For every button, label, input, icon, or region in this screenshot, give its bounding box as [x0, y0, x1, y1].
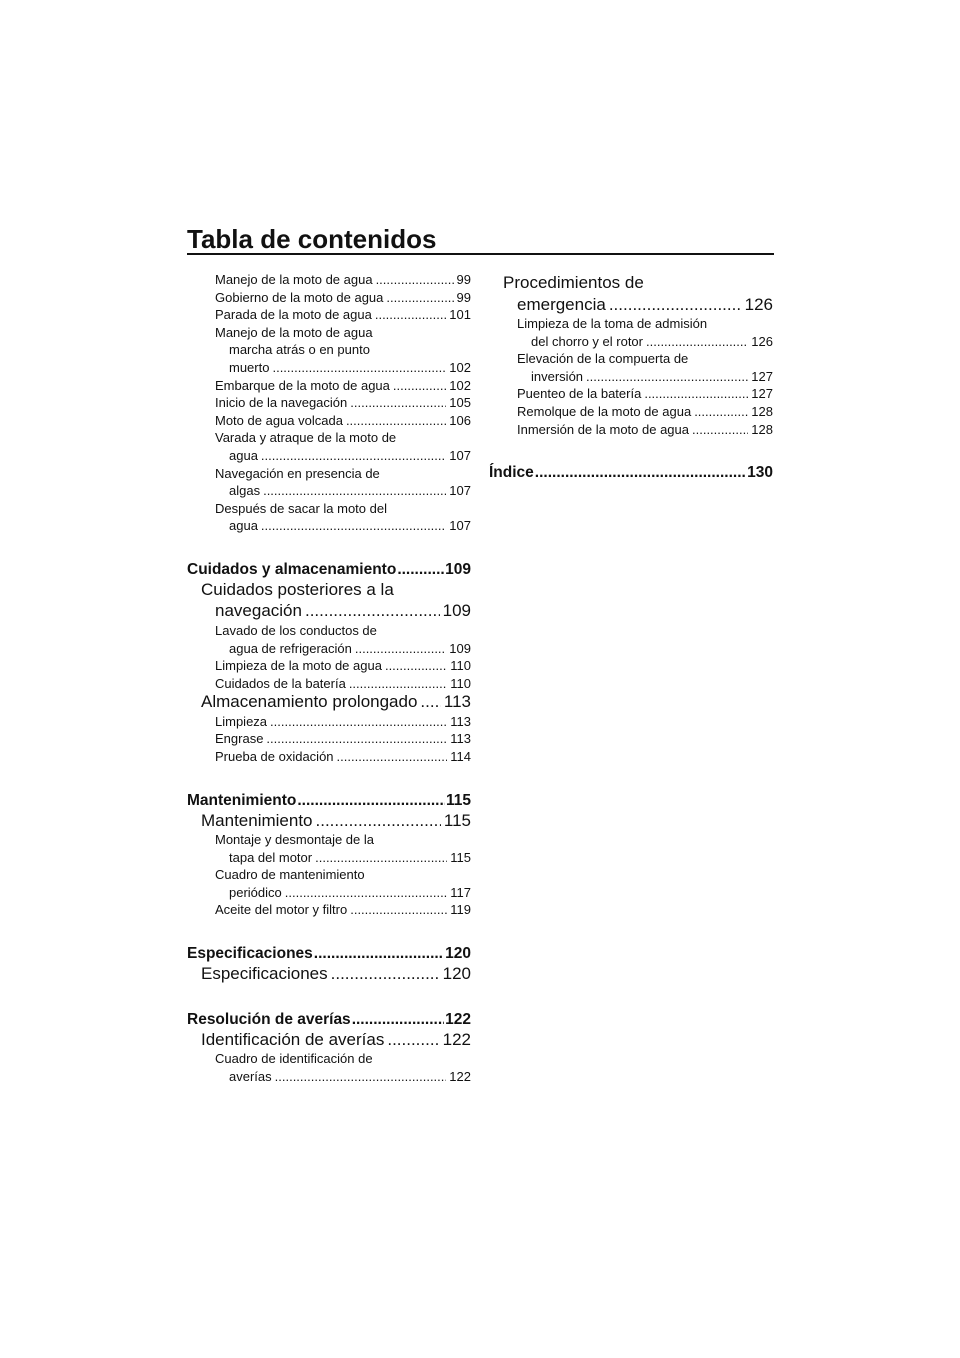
dot-leader [609, 295, 742, 316]
toc-page-number: 120 [445, 945, 471, 963]
toc-entry-line [215, 1068, 471, 1086]
dot-leader [420, 692, 440, 713]
toc-entry-title: Puenteo de la batería [517, 386, 642, 402]
toc-entry-title: muerto [229, 359, 270, 375]
toc-page-number: 102 [449, 377, 471, 393]
toc-section[interactable] [489, 273, 773, 315]
toc-page-number: 113 [450, 713, 471, 729]
toc-chapter[interactable] [187, 790, 471, 811]
toc-entry-text-line: Después de sacar la moto del [215, 500, 387, 516]
dot-leader [297, 790, 445, 811]
toc-entry-title: Remolque de la moto de agua [517, 403, 692, 419]
toc-page-number: 120 [442, 964, 471, 984]
toc-page-number: 107 [449, 447, 471, 463]
toc-page-number: 109 [449, 640, 471, 656]
toc-page-number: 119 [450, 902, 471, 918]
dot-leader [350, 394, 446, 412]
toc-subsection[interactable] [187, 901, 471, 919]
dot-leader [346, 412, 446, 430]
toc-entry-text-line: Varada y atraque de la moto de [215, 430, 397, 446]
toc-entry-text-line: Procedimientos de [503, 273, 644, 292]
toc-subsection[interactable] [489, 403, 773, 421]
toc-subsection[interactable] [187, 622, 471, 657]
toc-entry-line [503, 295, 773, 316]
toc-page-number: 115 [450, 849, 471, 865]
toc-entry-line [187, 559, 471, 580]
toc-subsection[interactable] [187, 730, 471, 748]
toc-entry-title: Embarque de la moto de agua [215, 377, 390, 393]
toc-page-number: 102 [449, 359, 471, 375]
toc-entry-text-line: Cuadro de mantenimiento [215, 867, 365, 883]
toc-subsection[interactable] [187, 465, 471, 500]
toc-entry-title: agua de refrigeración [229, 640, 352, 656]
toc-entry-line [187, 1009, 471, 1030]
dot-leader [376, 271, 454, 289]
dot-leader [375, 306, 446, 324]
toc-subsection[interactable] [187, 675, 471, 693]
toc-entry-line [215, 306, 471, 324]
toc-entry-text-line: Limpieza de la toma de admisión [517, 316, 708, 331]
toc-subsection[interactable] [187, 377, 471, 395]
toc-entry-title: Índice [489, 464, 534, 482]
dot-leader [586, 368, 748, 386]
toc-subsection[interactable] [187, 748, 471, 766]
toc-page-number: 106 [449, 412, 471, 428]
toc-page-number: 113 [443, 692, 471, 712]
toc-chapter[interactable] [187, 559, 471, 580]
toc-entry-line [187, 943, 471, 964]
toc-entry-line [215, 640, 471, 658]
toc-entry-title: Prueba de oxidación [215, 748, 334, 764]
toc-entry-title: Engrase [215, 731, 264, 747]
toc-entry-title: Limpieza [215, 713, 268, 729]
toc-section[interactable] [187, 811, 471, 832]
toc-entry-line [215, 730, 471, 748]
section-gap [187, 919, 471, 943]
toc-subsection[interactable] [187, 324, 471, 377]
toc-entry-line [215, 849, 471, 867]
toc-entry-line [215, 748, 471, 766]
toc-entry-title: navegación [215, 601, 302, 621]
toc-entry-title: Inmersión de la moto de agua [517, 421, 689, 437]
toc-entry-line [215, 901, 471, 919]
dot-leader [285, 884, 448, 902]
toc-section[interactable] [187, 964, 471, 985]
toc-subsection[interactable] [489, 385, 773, 403]
toc-subsection[interactable] [187, 412, 471, 430]
toc-entry-title: Manejo de la moto de agua [215, 272, 373, 287]
toc-left-column [187, 271, 471, 1085]
dot-leader [337, 748, 448, 766]
toc-section[interactable] [187, 1030, 471, 1051]
toc-page-number: 122 [442, 1029, 471, 1049]
toc-page-number: 107 [449, 518, 471, 534]
toc-right-column [489, 273, 773, 483]
dot-leader [305, 601, 440, 622]
toc-entry-text-line: Elevación de la compuerta de [517, 351, 689, 367]
toc-entry-line [517, 368, 773, 386]
dot-leader [644, 385, 748, 403]
toc-entry-text-line: marcha atrás o en punto [229, 342, 370, 358]
toc-page-number: 110 [450, 675, 471, 691]
toc-page-number: 114 [450, 748, 471, 764]
toc-page-number: 113 [450, 731, 471, 747]
toc-entry-line [517, 403, 773, 421]
dot-leader [270, 713, 447, 731]
toc-section[interactable] [187, 580, 471, 622]
toc-section[interactable] [187, 692, 471, 713]
toc-page-number: 128 [751, 403, 773, 419]
dot-leader [535, 462, 746, 483]
toc-entry-line [201, 811, 471, 832]
dot-leader [316, 811, 441, 832]
toc-subsection[interactable] [187, 306, 471, 324]
toc-entry-title: emergencia [517, 294, 606, 314]
toc-entry-line [201, 1030, 471, 1051]
dot-leader [315, 849, 447, 867]
toc-page-number: 126 [751, 333, 773, 349]
toc-entry-title: averías [229, 1068, 272, 1084]
toc-entry-title: inversión [531, 368, 584, 384]
toc-entry-title: Almacenamiento prolongado [201, 692, 418, 712]
section-gap [187, 985, 471, 1009]
toc-entry-title: Limpieza de la moto de agua [215, 658, 382, 674]
toc-subsection[interactable] [187, 271, 471, 289]
toc-entry-title: del chorro y el rotor [531, 333, 643, 349]
toc-entry-line [215, 657, 471, 675]
dot-leader [331, 964, 440, 985]
toc-entry-title: agua [229, 447, 258, 463]
toc-entry-line [215, 517, 471, 535]
toc-entry-title: agua [229, 518, 258, 534]
toc-entry-line [215, 359, 471, 377]
toc-subsection[interactable] [489, 421, 773, 439]
toc-entry-text-line: Navegación en presencia de [215, 465, 380, 481]
toc-page-number: 127 [751, 368, 773, 384]
toc-subsection[interactable] [187, 866, 471, 901]
toc-entry-line [517, 421, 773, 439]
dot-leader [261, 447, 446, 465]
dot-leader [272, 359, 446, 377]
toc-page-number: 110 [450, 658, 471, 674]
toc-entry-text-line: Lavado de los conductos de [215, 622, 377, 638]
toc-entry-line [215, 394, 471, 412]
dot-leader [646, 333, 748, 351]
toc-subsection[interactable] [489, 315, 773, 350]
toc-page-number: 101 [449, 307, 471, 323]
toc-entry-line [201, 964, 471, 985]
toc-entry-line [201, 601, 471, 622]
dot-leader [385, 657, 447, 675]
dot-leader [386, 289, 453, 307]
toc-entry-line [215, 675, 471, 693]
toc-entry-title: Mantenimiento [187, 791, 297, 809]
toc-entry-title: Gobierno de la moto de agua [215, 289, 384, 305]
section-gap [187, 535, 471, 559]
dot-leader [352, 1009, 444, 1030]
dot-leader [393, 377, 446, 395]
toc-page-number: 115 [443, 810, 471, 830]
toc-subsection[interactable] [187, 289, 471, 307]
toc-entry-title: algas [229, 483, 261, 499]
toc-entry-line [489, 462, 773, 483]
toc-page-number: 126 [744, 294, 773, 314]
toc-entry-text-line: Cuidados posteriores a la [201, 579, 394, 599]
toc-page-number: 109 [445, 560, 471, 578]
toc-subsection[interactable] [187, 500, 471, 535]
toc-page-number: 117 [450, 884, 471, 900]
toc-page-number: 127 [751, 386, 773, 402]
toc-page-number: 122 [445, 1010, 471, 1028]
toc-page-number: 99 [456, 272, 471, 287]
toc-entry-title: Especificaciones [201, 964, 328, 984]
dot-leader [314, 943, 444, 964]
toc-chapter[interactable] [187, 1009, 471, 1030]
dot-leader [349, 675, 447, 693]
page-title: Tabla de contenidos [187, 224, 437, 254]
toc-entry-line [215, 412, 471, 430]
section-gap [187, 766, 471, 790]
toc-entry-title: tapa del motor [229, 849, 313, 865]
dot-leader [263, 482, 446, 500]
toc-entry-line [215, 482, 471, 500]
toc-chapter[interactable] [187, 943, 471, 964]
section-gap [489, 438, 773, 462]
dot-leader [387, 1030, 439, 1051]
toc-entry-title: Resolución de averías [187, 1010, 351, 1028]
toc-subsection[interactable] [187, 713, 471, 731]
toc-subsection[interactable] [489, 350, 773, 385]
toc-entry-title: Parada de la moto de agua [215, 307, 372, 323]
toc-subsection[interactable] [187, 394, 471, 412]
toc-entry-title: Especificaciones [187, 945, 313, 963]
toc-entry-line [215, 271, 471, 289]
toc-subsection[interactable] [187, 1050, 471, 1085]
toc-entry-title: Inicio de la navegación [215, 395, 348, 411]
dot-leader [350, 901, 447, 919]
toc-subsection[interactable] [187, 657, 471, 675]
toc-subsection[interactable] [187, 429, 471, 464]
toc-entry-text-line: Montaje y desmontaje de la [215, 832, 374, 848]
toc-entry-line [215, 713, 471, 731]
toc-entry-line [215, 377, 471, 395]
dot-leader [275, 1068, 447, 1086]
toc-entry-line [215, 289, 471, 307]
toc-entry-line [215, 884, 471, 902]
toc-entry-title: Cuidados y almacenamiento [187, 560, 397, 578]
toc-page-number: 128 [751, 421, 773, 437]
dot-leader [692, 421, 748, 439]
toc-entry-title: periódico [229, 884, 282, 900]
toc-entry-text-line: Cuadro de identificación de [215, 1051, 373, 1067]
toc-page-number: 99 [456, 289, 471, 305]
dot-leader [694, 403, 748, 421]
toc-page-number: 107 [449, 483, 471, 499]
toc-entry-text-line: Manejo de la moto de agua [215, 324, 373, 340]
dot-leader [397, 559, 444, 580]
toc-entry-title: Identificación de averías [201, 1029, 385, 1049]
toc-entry-title: Cuidados de la batería [215, 675, 346, 691]
toc-entry-title: Moto de agua volcada [215, 412, 343, 428]
toc-entry-line [201, 692, 471, 713]
toc-page-number: 109 [442, 601, 471, 621]
toc-subsection[interactable] [187, 831, 471, 866]
toc-page-number: 122 [449, 1068, 471, 1084]
toc-entry-line [187, 790, 471, 811]
toc-entry-title: Mantenimiento [201, 810, 313, 830]
toc-chapter[interactable] [489, 462, 773, 483]
toc-page-number: 115 [445, 791, 471, 809]
toc-page-number: 105 [449, 395, 471, 411]
title-rule [187, 253, 774, 255]
toc-entry-line [517, 333, 773, 351]
dot-leader [355, 640, 446, 658]
toc-entry-line [517, 385, 773, 403]
dot-leader [266, 730, 447, 748]
toc-entry-title: Aceite del motor y filtro [215, 902, 348, 918]
toc-entry-line [215, 447, 471, 465]
dot-leader [261, 517, 446, 535]
toc-page-number: 130 [747, 464, 773, 482]
